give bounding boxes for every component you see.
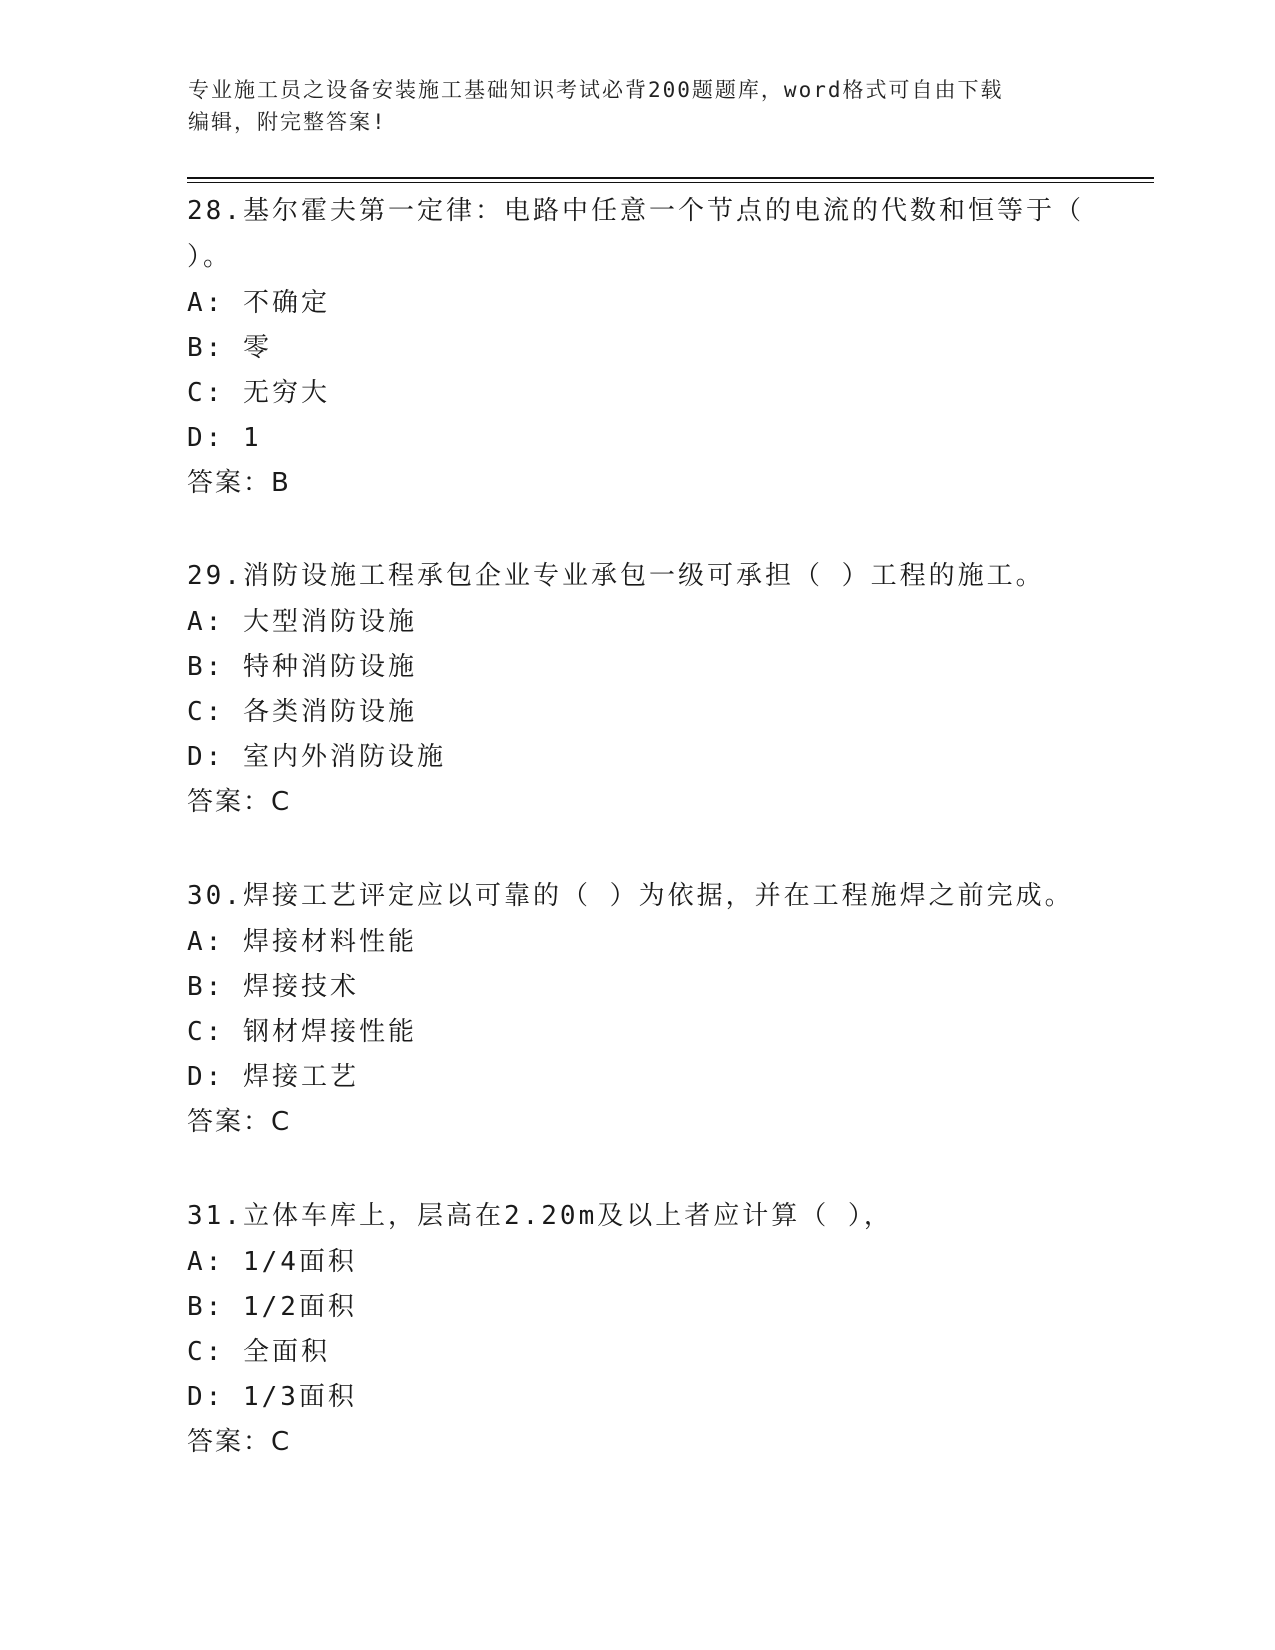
option-c: C: 各类消防设施	[187, 697, 417, 727]
question-28	[187, 188, 1087, 505]
option-b: B: 零	[187, 333, 272, 363]
answer-label: 答案：C	[187, 1107, 292, 1137]
question-stem: 31.立体车库上，层高在2.20m及以上者应计算（ ），	[187, 1201, 893, 1231]
option-c: C: 全面积	[187, 1337, 330, 1367]
option-d: D: 焊接工艺	[187, 1062, 359, 1092]
question-stem-continued: ）。	[187, 242, 233, 272]
answer-label: 答案：C	[187, 787, 292, 817]
option-b: B: 1/2面积	[187, 1292, 357, 1322]
question-31	[187, 1193, 1087, 1464]
option-b: B: 特种消防设施	[187, 652, 417, 682]
header-divider-thick	[187, 177, 1154, 179]
option-a: A: 焊接材料性能	[187, 927, 417, 957]
question-29	[187, 553, 1087, 824]
header-divider-thin	[187, 182, 1154, 183]
option-b: B: 焊接技术	[187, 972, 359, 1002]
answer-label: 答案：C	[187, 1427, 292, 1457]
option-c: C: 无穷大	[187, 378, 330, 408]
option-d: D: 1/3面积	[187, 1382, 357, 1412]
option-a: A: 大型消防设施	[187, 607, 417, 637]
option-d: D: 室内外消防设施	[187, 742, 446, 772]
option-a: A: 1/4面积	[187, 1247, 357, 1277]
option-a: A: 不确定	[187, 288, 330, 318]
question-30	[187, 873, 1087, 1144]
option-d: D: 1	[187, 423, 262, 453]
question-stem: 28.基尔霍夫第一定律：电路中任意一个节点的电流的代数和恒等于（	[187, 196, 1084, 226]
header-title-line-2: 编辑，附完整答案!	[188, 110, 387, 134]
question-stem: 29.消防设施工程承包企业专业承包一级可承担（ ）工程的施工。	[187, 561, 1045, 591]
answer-label: 答案：B	[187, 468, 291, 498]
option-c: C: 钢材焊接性能	[187, 1017, 417, 1047]
question-stem: 30.焊接工艺评定应以可靠的（ ）为依据，并在工程施焊之前完成。	[187, 881, 1074, 911]
header-title-line-1: 专业施工员之设备安装施工基础知识考试必背200题题库，word格式可自由下载	[188, 78, 1004, 102]
document-header	[188, 74, 1068, 138]
